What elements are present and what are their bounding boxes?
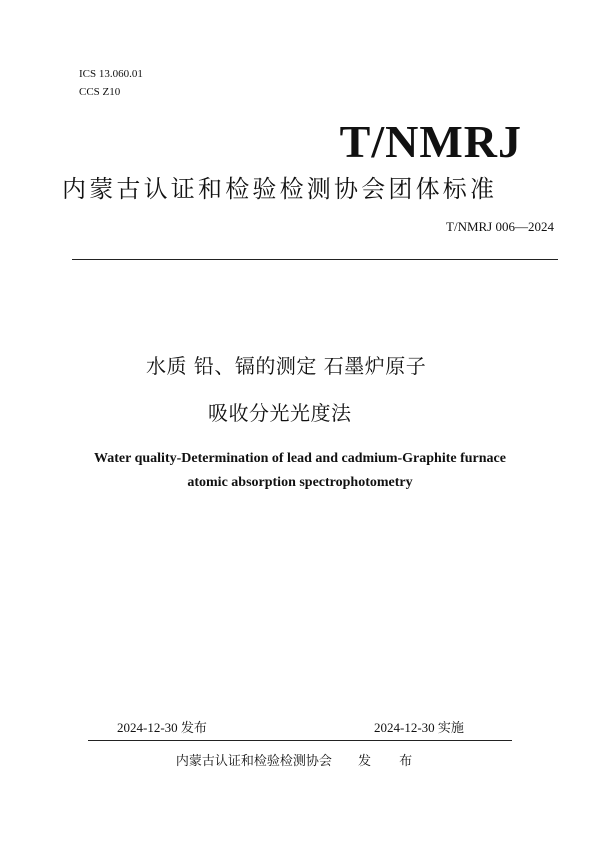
bottom-divider: [88, 740, 512, 741]
english-title-line-1: Water quality-Determination of lead and cadmium-Graphite furnace: [94, 451, 506, 466]
publish-label: 发 布: [357, 754, 425, 769]
english-title-line-2: atomic absorption spectrophotometry: [187, 475, 413, 490]
top-divider: [72, 259, 558, 260]
standard-number: T/NMRJ 006—2024: [446, 219, 554, 234]
implementation-date: 2024-12-30 实施: [374, 720, 464, 735]
standard-logo: T/NMRJ: [339, 116, 522, 167]
chinese-title-line-2: 吸收分光光度法: [208, 401, 352, 425]
organization-title: 内蒙古认证和检验检测协会团体标准: [62, 175, 498, 203]
ics-code: ICS 13.060.01: [79, 68, 143, 80]
issue-date: 2024-12-30 发布: [117, 720, 207, 735]
ccs-code: CCS Z10: [79, 86, 121, 98]
chinese-title-line-1: 水质 铅、镉的测定 石墨炉原子: [146, 354, 427, 378]
publisher-line: [0, 753, 600, 771]
publisher-name: 内蒙古认证和检验检测协会: [175, 754, 332, 769]
